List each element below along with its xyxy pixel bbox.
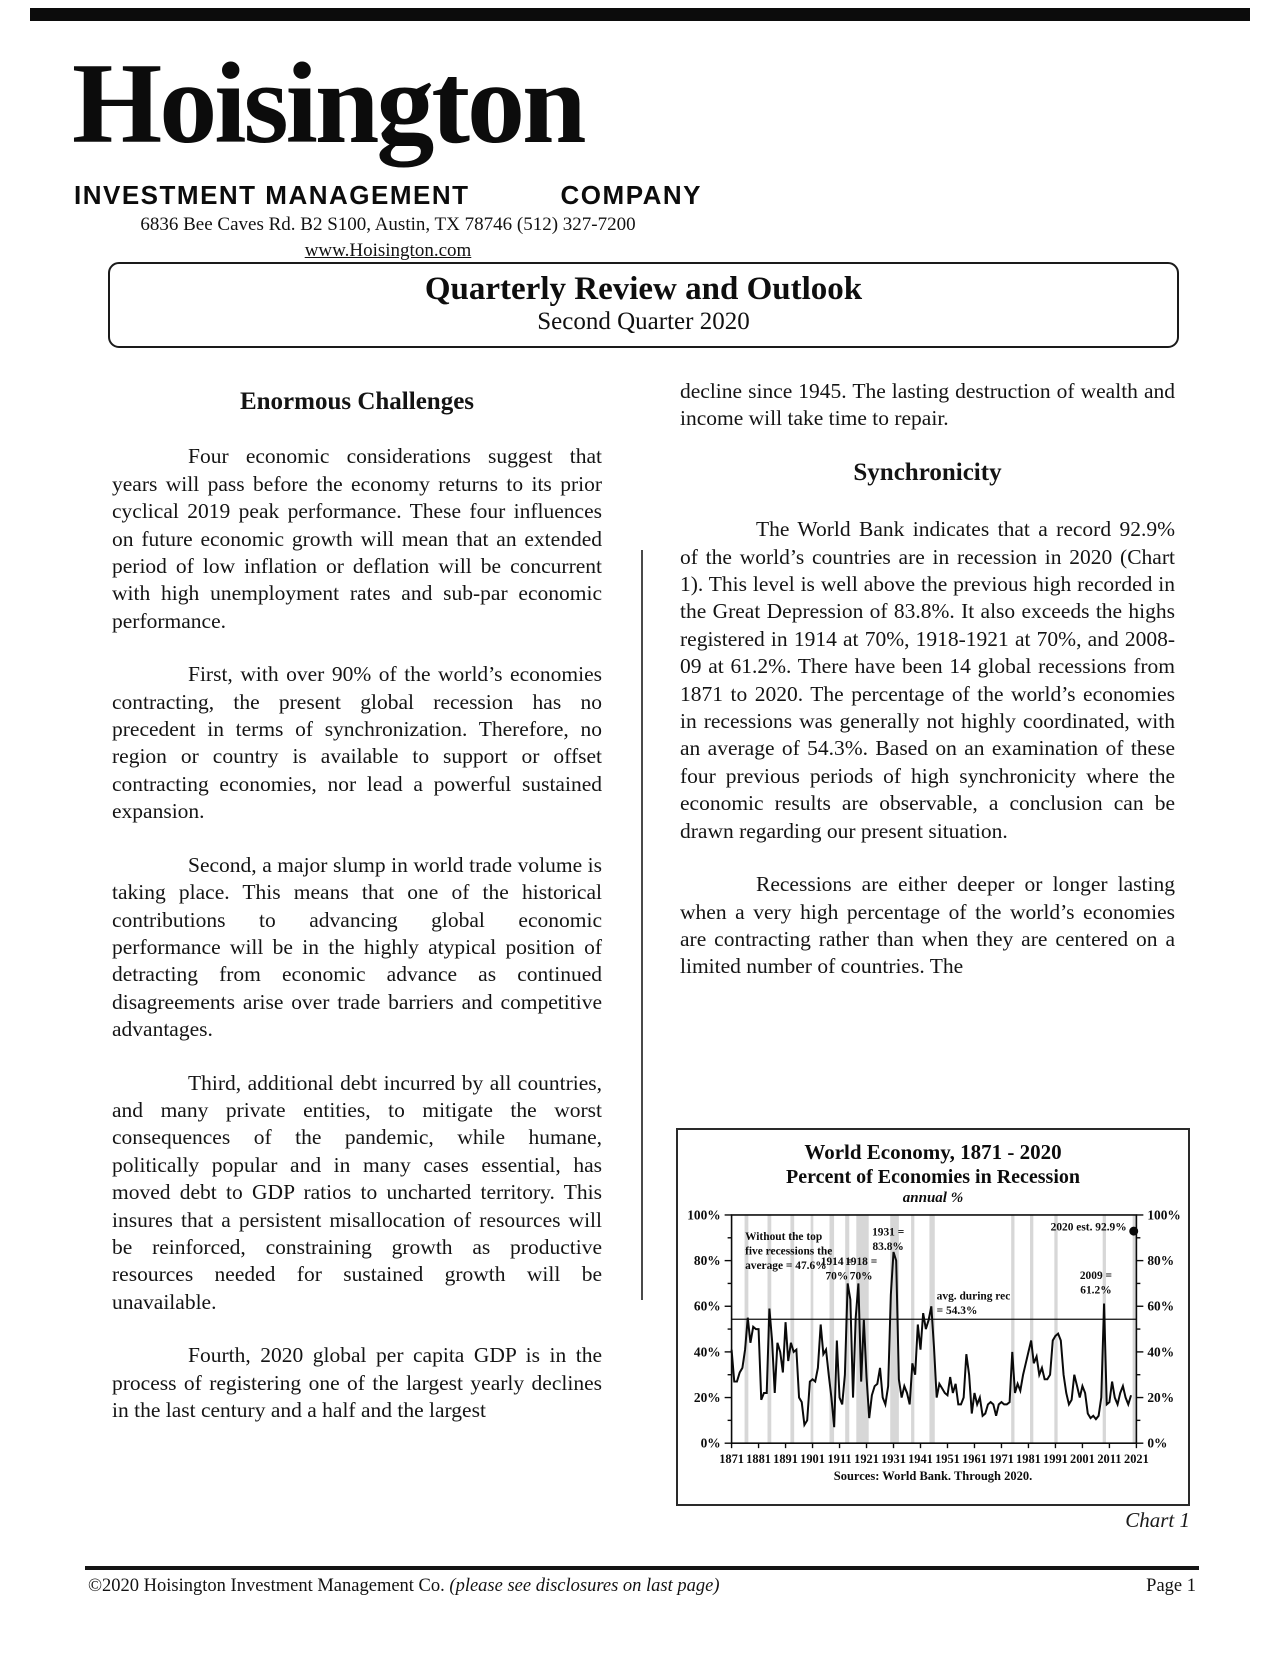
x-axis-label: 1941 (908, 1452, 933, 1467)
footer-disclosure-note: (please see disclosures on last page) (449, 1576, 720, 1596)
paragraph-fourth: Fourth, 2020 global per capita GDP is in the process of registering one of the largest yearly declines in the last century and a half and the largest (112, 1343, 602, 1422)
paragraph-recessions-deeper: Recessions are either deeper or longer lasting when a very high percentage of the world’s economies are contracting rather than when they are centered on a limited number of countries. The (680, 872, 1175, 979)
logo-subtitle-left: INVESTMENT MANAGEMENT (74, 180, 470, 210)
y-axis-label-right: 60% (1147, 1298, 1175, 1314)
paragraph-continuation: decline since 1945. The lasting destruction of wealth and income will take time to repair. (680, 379, 1175, 431)
x-axis-label: 1921 (854, 1452, 879, 1467)
document-title: Quarterly Review and Outlook (424, 271, 863, 307)
recession-band (1030, 1215, 1033, 1443)
y-axis-label-left: 60% (693, 1298, 721, 1314)
top-rule (30, 8, 1250, 21)
logo-subtitle (74, 180, 702, 211)
paragraph-first: First, with over 90% of the world’s economies contracting, the present global recession has no precedent in terms of synchronization. Therefore, no region or country is available to support or offset contracting economies, nor lead a powerful sustained expansion. (112, 662, 602, 824)
x-axis-label: 1911 (827, 1452, 852, 1467)
y-axis-label-left: 40% (693, 1344, 721, 1360)
website-link[interactable]: www.Hoisington.com (304, 240, 472, 261)
recession-band (1011, 1215, 1014, 1443)
y-axis-label-right: 40% (1147, 1344, 1175, 1360)
chart-plot (678, 1209, 1188, 1469)
x-axis-label: 1971 (989, 1452, 1014, 1467)
paragraph-third: Third, additional debt incurred by all countries, and many private entities, to mitigate the worst consequences of the pandemic, while humane, politically popular and in many cases essential, has moved debt to GDP ratios to uncharted territory. This insures that a persistent misallocation of resources will be reinforced, constraining growth as productive resources needed for sustained growth will be unavailable. (112, 1070, 602, 1314)
chart-title: World Economy, 1871 - 2020 (804, 1140, 1062, 1164)
chart-annotation: avg. during rec = 54.3% (936, 1290, 1011, 1317)
chart-annotation: 1931 = 83.8% (872, 1226, 905, 1253)
x-axis-label: 1881 (746, 1452, 771, 1467)
y-axis-label-left: 20% (693, 1390, 721, 1406)
x-axis-label: 1951 (935, 1452, 960, 1467)
chart-subtitle: Percent of Economies in Recession (785, 1166, 1081, 1188)
x-axis-label: 1891 (773, 1452, 798, 1467)
x-axis-label: 2011 (1097, 1452, 1122, 1467)
footer-page-number: Page 1 (1146, 1576, 1196, 1596)
x-axis-label: 1901 (800, 1452, 825, 1467)
footer-left (88, 1576, 720, 1596)
right-column (680, 378, 1175, 1007)
recession-band (911, 1215, 914, 1443)
logo-subtitle-right: COMPANY (560, 180, 702, 210)
x-axis-label: 1981 (1016, 1452, 1041, 1467)
chart-unit-label: annual % (902, 1190, 964, 1206)
recession-band (1054, 1215, 1057, 1443)
document-subtitle: Second Quarter 2020 (537, 308, 750, 335)
chart-sources: Sources: World Bank. Through 2020. (833, 1469, 1033, 1483)
estimate-2020-dot (1129, 1227, 1138, 1236)
y-axis-label-left: 80% (693, 1253, 721, 1269)
x-axis-label: 1961 (962, 1452, 987, 1467)
y-axis-label-right: 80% (1147, 1253, 1175, 1269)
chart-caption: Chart 1 (1125, 1508, 1190, 1532)
title-box (108, 262, 1179, 348)
letterhead (72, 40, 704, 261)
paragraph-second: Second, a major slump in world trade volume is taking place. This means that one of the historical contributions to advancing global economic performance will be in the highly atypical position of detracting from economic advance as continued disagreements arise over trade barriers and competitive advantages. (112, 852, 602, 1042)
paragraph-world-bank: The World Bank indicates that a record 92.9% of the world’s countries are in recession in 2020 (Chart 1). This level is well above the previous high recorded in the Great Depression of 83.8%. It also exceeds the highs registered in 1914 at 70%, 1918-1921 at 70%, and 2008-09 at 61.2%. There have been 14 global recessions from 1871 to 2020. The percentage of the world’s economies in recessions was generally not highly coordinated, with an average of 54.3%. Based on an examination of these four previous periods of high synchronicity where the economic results are observable, a conclusion can be drawn regarding our present situation. (680, 517, 1175, 843)
section-heading-synchronicity: Synchronicity (853, 458, 1002, 486)
x-axis-label: 1931 (881, 1452, 906, 1467)
paragraph-four-considerations: Four economic considerations suggest that years will pass before the economy returns to its prior cyclical 2019 peak performance. These four influences on future economic growth will mean that an extended period of low inflation or deflation will be concurrent with high unemployment rates and sub-par economic performance. (112, 444, 602, 633)
y-axis-label-left: 100% (687, 1209, 721, 1223)
chart-annotation: Without the top five recessions the average = 47.6% (745, 1231, 833, 1272)
chart-annotation: 2009 = 61.2% (1079, 1269, 1113, 1297)
y-axis-label-right: 0% (1147, 1435, 1168, 1451)
x-axis-label: 1991 (1043, 1452, 1068, 1467)
x-axis-label: 2001 (1070, 1452, 1095, 1467)
chart-annotation: 1914 = 70% (820, 1256, 853, 1283)
chart-annotation: 2020 est. 92.9% (1050, 1221, 1127, 1234)
logo-wordmark: Hoisington (72, 40, 584, 168)
section-heading-enormous-challenges: Enormous Challenges (239, 388, 475, 415)
address-line: 6836 Bee Caves Rd. B2 S100, Austin, TX 78746 (512) 327-7200 (140, 214, 636, 235)
chart-annotation: 1918 = 70% (845, 1256, 878, 1283)
y-axis-label-right: 100% (1147, 1209, 1181, 1223)
y-axis-label-right: 20% (1147, 1390, 1175, 1406)
chart-1 (676, 1128, 1190, 1506)
footer-rule (85, 1566, 1199, 1570)
y-axis-label-left: 0% (700, 1435, 721, 1451)
left-column (112, 378, 602, 1450)
column-divider (641, 550, 643, 1300)
footer-copyright: ©2020 Hoisington Investment Management Co. (88, 1576, 445, 1596)
x-axis-label: 2021 (1124, 1452, 1149, 1467)
x-axis-label: 1871 (719, 1452, 744, 1467)
